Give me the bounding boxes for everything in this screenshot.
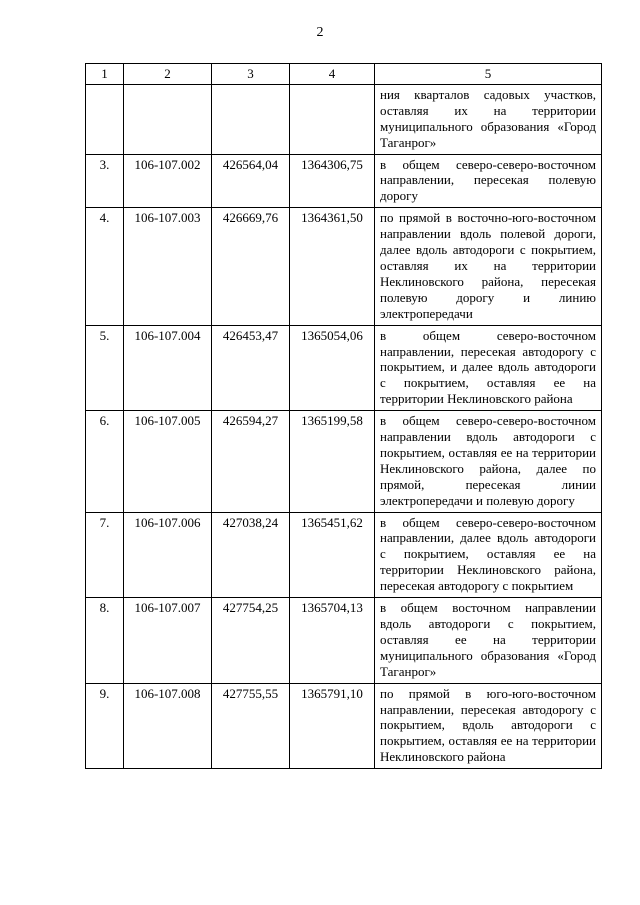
point-number-cell: 4.	[86, 208, 124, 325]
header-col-5: 5	[375, 64, 602, 85]
y-coordinate-cell: 1365054,06	[290, 325, 375, 411]
y-coordinate-cell: 1365704,13	[290, 598, 375, 684]
description-cell: ния кварталов садовых участков, оставляя их на территории муниципального образования «Город Таганрог»	[375, 84, 602, 154]
header-col-2: 2	[124, 64, 212, 85]
table-row	[86, 598, 602, 684]
y-coordinate-cell	[290, 84, 375, 154]
point-id-cell	[124, 84, 212, 154]
header-col-3: 3	[212, 64, 290, 85]
point-number-cell: 8.	[86, 598, 124, 684]
point-id-cell: 106-107.007	[124, 598, 212, 684]
description-cell: в общем северо-северо-восточном направлении, далее вдоль автодороги с покрытием, оставляя ее на территории Неклиновского района, пересекая автодорогу с покрытием	[375, 512, 602, 598]
point-id-cell: 106-107.002	[124, 154, 212, 208]
y-coordinate-cell: 1365199,58	[290, 411, 375, 512]
y-coordinate-cell: 1364306,75	[290, 154, 375, 208]
point-number-cell: 5.	[86, 325, 124, 411]
point-id-cell: 106-107.006	[124, 512, 212, 598]
y-coordinate-cell: 1364361,50	[290, 208, 375, 325]
point-number-cell: 9.	[86, 683, 124, 769]
y-coordinate-cell: 1365791,10	[290, 683, 375, 769]
y-coordinate-cell: 1365451,62	[290, 512, 375, 598]
table-row	[86, 154, 602, 208]
x-coordinate-cell	[212, 84, 290, 154]
boundary-table	[85, 63, 602, 769]
header-col-4: 4	[290, 64, 375, 85]
x-coordinate-cell: 427038,24	[212, 512, 290, 598]
x-coordinate-cell: 427754,25	[212, 598, 290, 684]
table-row	[86, 208, 602, 325]
table-body	[86, 84, 602, 768]
point-id-cell: 106-107.004	[124, 325, 212, 411]
table-row	[86, 512, 602, 598]
x-coordinate-cell: 427755,55	[212, 683, 290, 769]
x-coordinate-cell: 426564,04	[212, 154, 290, 208]
description-cell: в общем северо-северо-восточном направлении, пересекая полевую дорогу	[375, 154, 602, 208]
table-row	[86, 683, 602, 769]
description-cell: по прямой в юго-юго-восточном направлении, пересекая автодорогу с покрытием, вдоль автодороги с покрытием, оставляя ее на территории Неклиновского района	[375, 683, 602, 769]
description-cell: в общем северо-восточном направлении, пересекая автодорогу с покрытием, и далее вдоль автодороги с покрытием, оставляя ее на территории Неклиновского района	[375, 325, 602, 411]
table-row	[86, 84, 602, 154]
x-coordinate-cell: 426453,47	[212, 325, 290, 411]
x-coordinate-cell: 426669,76	[212, 208, 290, 325]
point-number-cell: 6.	[86, 411, 124, 512]
header-col-1: 1	[86, 64, 124, 85]
table-header-row	[86, 64, 602, 85]
description-cell: по прямой в восточно-юго-восточном направлении вдоль полевой дороги, далее вдоль автодороги с покрытием, оставляя их на территории Неклиновского района, пересекая полевую дорогу и линию электропередачи	[375, 208, 602, 325]
table-row	[86, 325, 602, 411]
description-cell: в общем восточном направлении вдоль автодороги с покрытием, оставляя ее на территории муниципального образования «Город Таганрог»	[375, 598, 602, 684]
table-row	[86, 411, 602, 512]
x-coordinate-cell: 426594,27	[212, 411, 290, 512]
point-number-cell: 3.	[86, 154, 124, 208]
point-id-cell: 106-107.008	[124, 683, 212, 769]
point-id-cell: 106-107.005	[124, 411, 212, 512]
point-number-cell: 7.	[86, 512, 124, 598]
point-id-cell: 106-107.003	[124, 208, 212, 325]
point-number-cell	[86, 84, 124, 154]
description-cell: в общем северо-северо-восточном направлении вдоль автодороги с покрытием, оставляя ее на территории Неклиновского района, далее по прямой, пересекая линии электропередачи и полевую дорогу	[375, 411, 602, 512]
page-number: 2	[316, 25, 324, 40]
